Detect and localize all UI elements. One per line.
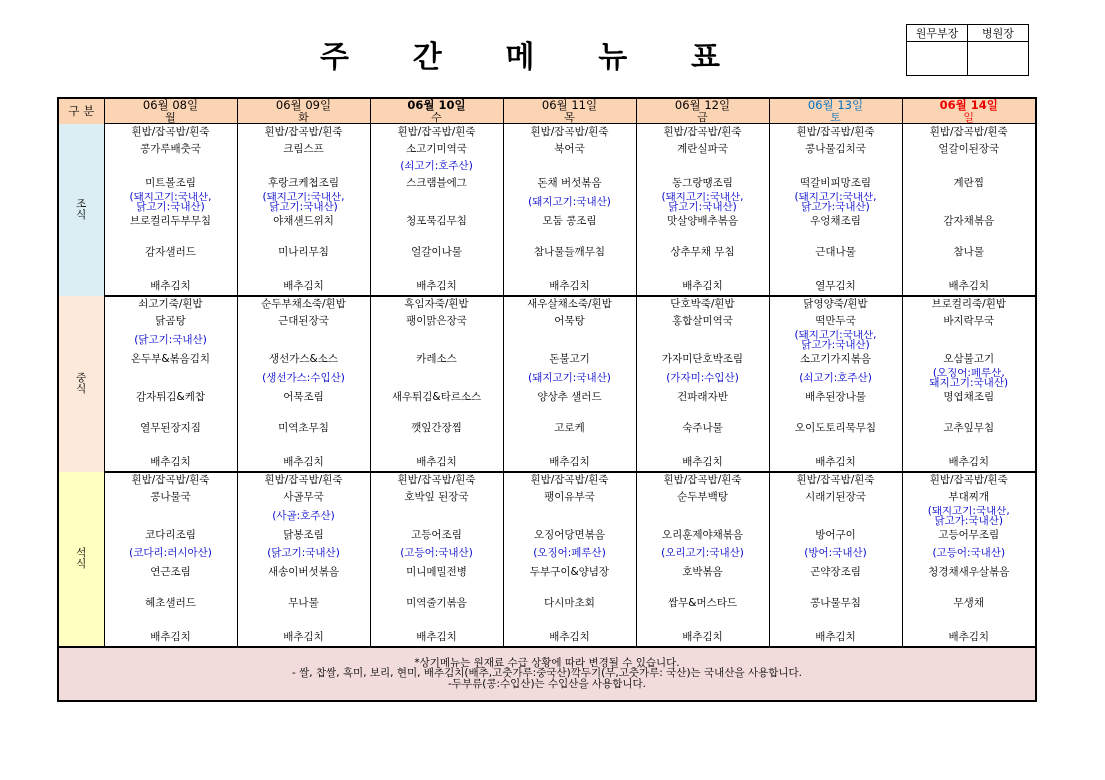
menu-cell: 헤초샐러드 bbox=[104, 595, 237, 612]
menu-cell: 흰밥/잡곡밥/흰죽 bbox=[104, 472, 237, 489]
menu-cell bbox=[902, 612, 1036, 630]
menu-cell bbox=[636, 406, 769, 420]
menu-cell: 흰밥/잡곡밥/흰죽 bbox=[636, 472, 769, 489]
menu-cell bbox=[370, 437, 503, 455]
menu-cell: 돈채 버섯볶음 bbox=[503, 175, 636, 192]
menu-cell: 배추김치 bbox=[370, 279, 503, 296]
menu-cell: 흰밥/잡곡밥/흰죽 bbox=[769, 472, 902, 489]
weekday-header: 일 bbox=[902, 112, 1036, 124]
menu-cell: 배추김치 bbox=[237, 455, 370, 472]
date-header: 06월 10일 bbox=[370, 98, 503, 112]
menu-cell bbox=[104, 437, 237, 455]
menu-cell: 떡만두국 bbox=[769, 313, 902, 330]
menu-cell: 고추잎무침 bbox=[902, 420, 1036, 437]
origin-note: (돼지고기:국내산) bbox=[503, 192, 636, 213]
notice-line: - 쌀, 찹쌀, 흑미, 보리, 현미, 배추김치(배추,고춧가루:중국산)깍두기(무,고춧가루: 국산)는 국내산을 사용합니다. bbox=[292, 667, 802, 680]
menu-cell: 단호박죽/흰밥 bbox=[636, 296, 769, 313]
menu-cell: 콩나물김치국 bbox=[769, 141, 902, 158]
menu-cell: 모둠 콩조림 bbox=[503, 213, 636, 230]
origin-note: (돼지고기:국내산, 닭고가:국내산) bbox=[902, 506, 1036, 527]
meal-label-text: 조식 bbox=[76, 198, 87, 221]
menu-cell: 배추김치 bbox=[104, 455, 237, 472]
date-header: 06월 09일 bbox=[237, 98, 370, 112]
menu-cell: 청포묵김무침 bbox=[370, 213, 503, 230]
menu-cell bbox=[503, 581, 636, 595]
menu-cell bbox=[503, 612, 636, 630]
date-header: 06월 11일 bbox=[503, 98, 636, 112]
menu-cell: 감자튀김&케찹 bbox=[104, 389, 237, 406]
menu-cell: 야채샌드위치 bbox=[237, 213, 370, 230]
menu-cell bbox=[370, 612, 503, 630]
menu-cell bbox=[769, 437, 902, 455]
menu-cell bbox=[636, 261, 769, 279]
menu-cell: 청경채새우살볶음 bbox=[902, 564, 1036, 581]
menu-cell bbox=[370, 406, 503, 420]
menu-cell: 참나물들깨무침 bbox=[503, 244, 636, 261]
menu-cell bbox=[237, 437, 370, 455]
menu-cell bbox=[237, 230, 370, 244]
meal-label-text: 중식 bbox=[76, 372, 87, 395]
menu-cell bbox=[104, 261, 237, 279]
menu-cell: 오리훈제야채볶음 bbox=[636, 527, 769, 544]
menu-cell: 팽이맑은장국 bbox=[370, 313, 503, 330]
menu-cell: 오징어당면볶음 bbox=[503, 527, 636, 544]
approval-label: 원무부장 bbox=[907, 25, 968, 42]
menu-cell: 흰밥/잡곡밥/흰죽 bbox=[503, 472, 636, 489]
menu-cell bbox=[769, 158, 902, 175]
menu-cell: 고등어조림 bbox=[370, 527, 503, 544]
title-char: 메 bbox=[505, 40, 535, 75]
menu-cell: 참나물 bbox=[902, 244, 1036, 261]
menu-cell bbox=[104, 368, 237, 389]
origin-note: (돼지고기:국내산, 닭고기:국내산) bbox=[237, 192, 370, 213]
menu-cell: 어묵탕 bbox=[503, 313, 636, 330]
menu-cell: 동그랑땡조림 bbox=[636, 175, 769, 192]
menu-cell: 순두부채소죽/흰밥 bbox=[237, 296, 370, 313]
menu-cell: 흰밥/잡곡밥/흰죽 bbox=[104, 124, 237, 141]
menu-cell: 고등어무조림 bbox=[902, 527, 1036, 544]
menu-cell: 북어국 bbox=[503, 141, 636, 158]
menu-cell: 사골무국 bbox=[237, 489, 370, 506]
menu-cell: 고로케 bbox=[503, 420, 636, 437]
menu-cell: 소고기가지볶음 bbox=[769, 351, 902, 368]
origin-note: (닭고기:국내산) bbox=[237, 544, 370, 564]
menu-cell: 코다리조림 bbox=[104, 527, 237, 544]
menu-cell: 다시마초회 bbox=[503, 595, 636, 612]
menu-cell: 숙주나물 bbox=[636, 420, 769, 437]
weekday-header: 목 bbox=[503, 112, 636, 124]
weekly-menu-table bbox=[57, 97, 1037, 702]
menu-cell bbox=[370, 192, 503, 213]
menu-cell bbox=[902, 406, 1036, 420]
menu-cell bbox=[370, 368, 503, 389]
menu-cell: 흰밥/잡곡밥/흰죽 bbox=[370, 472, 503, 489]
meal-label-text: 석식 bbox=[76, 547, 87, 570]
menu-cell: 오이도토리묵무침 bbox=[769, 420, 902, 437]
origin-note: (돼지고기:국내산, 닭고기:국내산) bbox=[636, 192, 769, 213]
notice-box bbox=[58, 647, 1036, 701]
menu-cell: 배추김치 bbox=[370, 630, 503, 647]
menu-cell bbox=[237, 330, 370, 351]
notice-line: -두부류(콩:수입산)는 수입산을 사용합니다. bbox=[448, 677, 646, 690]
menu-cell: 홍합살미역국 bbox=[636, 313, 769, 330]
menu-cell bbox=[370, 230, 503, 244]
menu-cell: 곤약장조림 bbox=[769, 564, 902, 581]
menu-cell: 배추김치 bbox=[636, 630, 769, 647]
menu-cell bbox=[902, 230, 1036, 244]
menu-cell: 닭영양죽/흰밥 bbox=[769, 296, 902, 313]
menu-cell: 배추김치 bbox=[902, 630, 1036, 647]
menu-cell: 온두부&볶음김치 bbox=[104, 351, 237, 368]
approval-box bbox=[906, 24, 1029, 76]
menu-cell: 배추김치 bbox=[237, 279, 370, 296]
title-char: 주 bbox=[320, 40, 349, 75]
menu-cell bbox=[503, 158, 636, 175]
menu-cell: 닭곰탕 bbox=[104, 313, 237, 330]
menu-cell: 흰밥/잡곡밥/흰죽 bbox=[902, 472, 1036, 489]
origin-note: (고등어:국내산) bbox=[370, 544, 503, 564]
origin-note: (고등어:국내산) bbox=[902, 544, 1036, 564]
menu-cell: 크림스프 bbox=[237, 141, 370, 158]
menu-cell bbox=[370, 581, 503, 595]
menu-cell: 상추무채 무침 bbox=[636, 244, 769, 261]
menu-cell: 닭봉조림 bbox=[237, 527, 370, 544]
menu-cell: 팽이유부국 bbox=[503, 489, 636, 506]
menu-cell bbox=[636, 581, 769, 595]
menu-cell: 가자미단호박조림 bbox=[636, 351, 769, 368]
menu-cell bbox=[902, 158, 1036, 175]
menu-cell: 배추김치 bbox=[104, 279, 237, 296]
origin-note: (돼지고기:국내산, 닭고가:국내산) bbox=[769, 330, 902, 351]
menu-cell: 감자채볶음 bbox=[902, 213, 1036, 230]
menu-cell bbox=[370, 261, 503, 279]
menu-cell: 양상추 샐러드 bbox=[503, 389, 636, 406]
menu-cell bbox=[104, 581, 237, 595]
menu-cell: 흰밥/잡곡밥/흰죽 bbox=[237, 472, 370, 489]
menu-cell bbox=[902, 330, 1036, 351]
menu-cell: 흰밥/잡곡밥/흰죽 bbox=[902, 124, 1036, 141]
menu-cell: 배추김치 bbox=[902, 455, 1036, 472]
menu-cell: 명엽채조림 bbox=[902, 389, 1036, 406]
menu-cell: 계란찜 bbox=[902, 175, 1036, 192]
menu-cell: 후랑크케첩조림 bbox=[237, 175, 370, 192]
menu-cell: 호박잎 된장국 bbox=[370, 489, 503, 506]
menu-cell: 어묵조림 bbox=[237, 389, 370, 406]
menu-cell bbox=[237, 612, 370, 630]
origin-note: (돼지고기:국내산, 닭고기:국내산) bbox=[104, 192, 237, 213]
menu-cell: 돈불고기 bbox=[503, 351, 636, 368]
menu-cell bbox=[636, 158, 769, 175]
menu-cell: 흰밥/잡곡밥/흰죽 bbox=[237, 124, 370, 141]
menu-cell bbox=[769, 581, 902, 595]
menu-cell: 오삼불고기 bbox=[902, 351, 1036, 368]
date-header: 06월 14일 bbox=[902, 98, 1036, 112]
weekday-header: 수 bbox=[370, 112, 503, 124]
menu-cell: 배추김치 bbox=[503, 630, 636, 647]
menu-cell bbox=[769, 612, 902, 630]
menu-cell: 카레소스 bbox=[370, 351, 503, 368]
menu-cell bbox=[769, 261, 902, 279]
menu-cell: 배추김치 bbox=[237, 630, 370, 647]
menu-cell: 미트볼조림 bbox=[104, 175, 237, 192]
date-header: 06월 08일 bbox=[104, 98, 237, 112]
menu-cell: 배추김치 bbox=[503, 279, 636, 296]
menu-cell: 브로컬리죽/흰밥 bbox=[902, 296, 1036, 313]
origin-note: (돼지고기:국내산) bbox=[503, 368, 636, 389]
menu-cell: 배추김치 bbox=[769, 455, 902, 472]
menu-cell bbox=[104, 612, 237, 630]
menu-cell: 배추된장나물 bbox=[769, 389, 902, 406]
menu-cell: 바지락무국 bbox=[902, 313, 1036, 330]
menu-cell bbox=[503, 406, 636, 420]
menu-cell: 미역초무침 bbox=[237, 420, 370, 437]
menu-cell: 호박볶음 bbox=[636, 564, 769, 581]
notice-line: *상기메뉴는 원재료 수급 상황에 따라 변경될 수 있습니다. bbox=[414, 656, 680, 669]
origin-note: (돼지고기:국내산, 닭고가:국내산) bbox=[769, 192, 902, 213]
gubun-header: 구 분 bbox=[58, 98, 104, 124]
menu-cell: 쌈무&머스타드 bbox=[636, 595, 769, 612]
weekday-header: 화 bbox=[237, 112, 370, 124]
weekday-header: 금 bbox=[636, 112, 769, 124]
menu-cell: 배추김치 bbox=[503, 455, 636, 472]
menu-cell: 배추김치 bbox=[636, 455, 769, 472]
menu-cell bbox=[503, 230, 636, 244]
menu-cell bbox=[503, 330, 636, 351]
menu-cell bbox=[769, 506, 902, 527]
origin-note: (생선가스:수입산) bbox=[237, 368, 370, 389]
date-header: 06월 13일 bbox=[769, 98, 902, 112]
origin-note: (오징어:페루산) bbox=[503, 544, 636, 564]
menu-cell: 감자샐러드 bbox=[104, 244, 237, 261]
menu-cell: 배추김치 bbox=[370, 455, 503, 472]
menu-cell bbox=[769, 406, 902, 420]
menu-cell bbox=[636, 330, 769, 351]
menu-cell bbox=[902, 192, 1036, 213]
menu-cell: 브로컬리두부무침 bbox=[104, 213, 237, 230]
menu-cell bbox=[636, 230, 769, 244]
menu-cell bbox=[104, 506, 237, 527]
menu-cell bbox=[769, 230, 902, 244]
origin-note: (쇠고기:호주산) bbox=[769, 368, 902, 389]
menu-cell: 열무김치 bbox=[769, 279, 902, 296]
menu-cell: 스크램블에그 bbox=[370, 175, 503, 192]
menu-cell bbox=[237, 406, 370, 420]
menu-cell bbox=[636, 506, 769, 527]
signature-cell bbox=[907, 42, 968, 76]
weekday-header: 토 bbox=[769, 112, 902, 124]
menu-cell: 배추김치 bbox=[636, 279, 769, 296]
menu-cell: 무생채 bbox=[902, 595, 1036, 612]
origin-note: (닭고기:국내산) bbox=[104, 330, 237, 351]
menu-cell: 생선가스&소스 bbox=[237, 351, 370, 368]
menu-cell bbox=[636, 612, 769, 630]
meal-section-label bbox=[58, 124, 104, 296]
menu-cell: 콩가루배춧국 bbox=[104, 141, 237, 158]
menu-cell bbox=[370, 330, 503, 351]
menu-cell: 맛살양배추볶음 bbox=[636, 213, 769, 230]
menu-cell: 새우튀김&타르소스 bbox=[370, 389, 503, 406]
menu-cell: 콩나물무침 bbox=[769, 595, 902, 612]
menu-cell bbox=[503, 506, 636, 527]
menu-cell: 미나리무침 bbox=[237, 244, 370, 261]
menu-cell: 배추김치 bbox=[902, 279, 1036, 296]
menu-cell: 열무된장지짐 bbox=[104, 420, 237, 437]
menu-cell bbox=[503, 261, 636, 279]
menu-cell bbox=[104, 230, 237, 244]
menu-cell: 배추김치 bbox=[104, 630, 237, 647]
menu-cell: 새송이버섯볶음 bbox=[237, 564, 370, 581]
origin-note: (코다리:러시아산) bbox=[104, 544, 237, 564]
menu-cell bbox=[503, 437, 636, 455]
menu-cell: 깻잎간장찜 bbox=[370, 420, 503, 437]
origin-note: (쇠고기:호주산) bbox=[370, 158, 503, 175]
menu-cell bbox=[902, 261, 1036, 279]
origin-note: (오리고기:국내산) bbox=[636, 544, 769, 564]
menu-cell bbox=[636, 437, 769, 455]
menu-cell bbox=[237, 158, 370, 175]
meal-section-label bbox=[58, 472, 104, 647]
origin-note: (오징어:페루산, 돼지고기:국내산) bbox=[902, 368, 1036, 389]
menu-cell: 흑임자죽/흰밥 bbox=[370, 296, 503, 313]
menu-cell: 콩나물국 bbox=[104, 489, 237, 506]
menu-cell: 새우살채소죽/흰밥 bbox=[503, 296, 636, 313]
approval-label: 병원장 bbox=[968, 25, 1029, 42]
menu-cell bbox=[104, 406, 237, 420]
menu-cell: 건파래자반 bbox=[636, 389, 769, 406]
meal-section-label bbox=[58, 296, 104, 472]
menu-cell: 미니메밀전병 bbox=[370, 564, 503, 581]
menu-cell: 미역줄기볶음 bbox=[370, 595, 503, 612]
weekday-header: 월 bbox=[104, 112, 237, 124]
menu-cell bbox=[902, 581, 1036, 595]
menu-cell: 순두부백탕 bbox=[636, 489, 769, 506]
menu-cell: 방어구이 bbox=[769, 527, 902, 544]
menu-cell bbox=[237, 581, 370, 595]
origin-note: (가자미:수입산) bbox=[636, 368, 769, 389]
menu-cell bbox=[370, 506, 503, 527]
menu-cell: 얼갈이된장국 bbox=[902, 141, 1036, 158]
menu-cell: 흰밥/잡곡밥/흰죽 bbox=[636, 124, 769, 141]
title-char: 간 bbox=[412, 40, 442, 75]
title-char: 표 bbox=[691, 40, 720, 75]
page-title bbox=[320, 34, 720, 74]
menu-cell: 흰밥/잡곡밥/흰죽 bbox=[370, 124, 503, 141]
menu-cell bbox=[902, 437, 1036, 455]
menu-cell: 우엉채조림 bbox=[769, 213, 902, 230]
menu-cell: 근대된장국 bbox=[237, 313, 370, 330]
menu-cell: 쇠고기죽/흰밥 bbox=[104, 296, 237, 313]
menu-cell: 시래기된장국 bbox=[769, 489, 902, 506]
menu-cell: 근대나물 bbox=[769, 244, 902, 261]
origin-note: (사골:호주산) bbox=[237, 506, 370, 527]
menu-cell: 두부구이&양념장 bbox=[503, 564, 636, 581]
menu-cell: 무나물 bbox=[237, 595, 370, 612]
menu-cell: 흰밥/잡곡밥/흰죽 bbox=[503, 124, 636, 141]
menu-cell: 떡갈비피망조림 bbox=[769, 175, 902, 192]
menu-cell: 소고기미역국 bbox=[370, 141, 503, 158]
date-header: 06월 12일 bbox=[636, 98, 769, 112]
menu-cell: 연근조림 bbox=[104, 564, 237, 581]
menu-cell: 배추김치 bbox=[769, 630, 902, 647]
menu-cell bbox=[104, 158, 237, 175]
menu-cell: 얼갈이나물 bbox=[370, 244, 503, 261]
menu-cell: 부대찌개 bbox=[902, 489, 1036, 506]
menu-cell bbox=[237, 261, 370, 279]
origin-note: (방어:국내산) bbox=[769, 544, 902, 564]
title-char: 뉴 bbox=[598, 40, 628, 75]
signature-cell bbox=[968, 42, 1029, 76]
menu-cell: 흰밥/잡곡밥/흰죽 bbox=[769, 124, 902, 141]
menu-cell: 계란실파국 bbox=[636, 141, 769, 158]
